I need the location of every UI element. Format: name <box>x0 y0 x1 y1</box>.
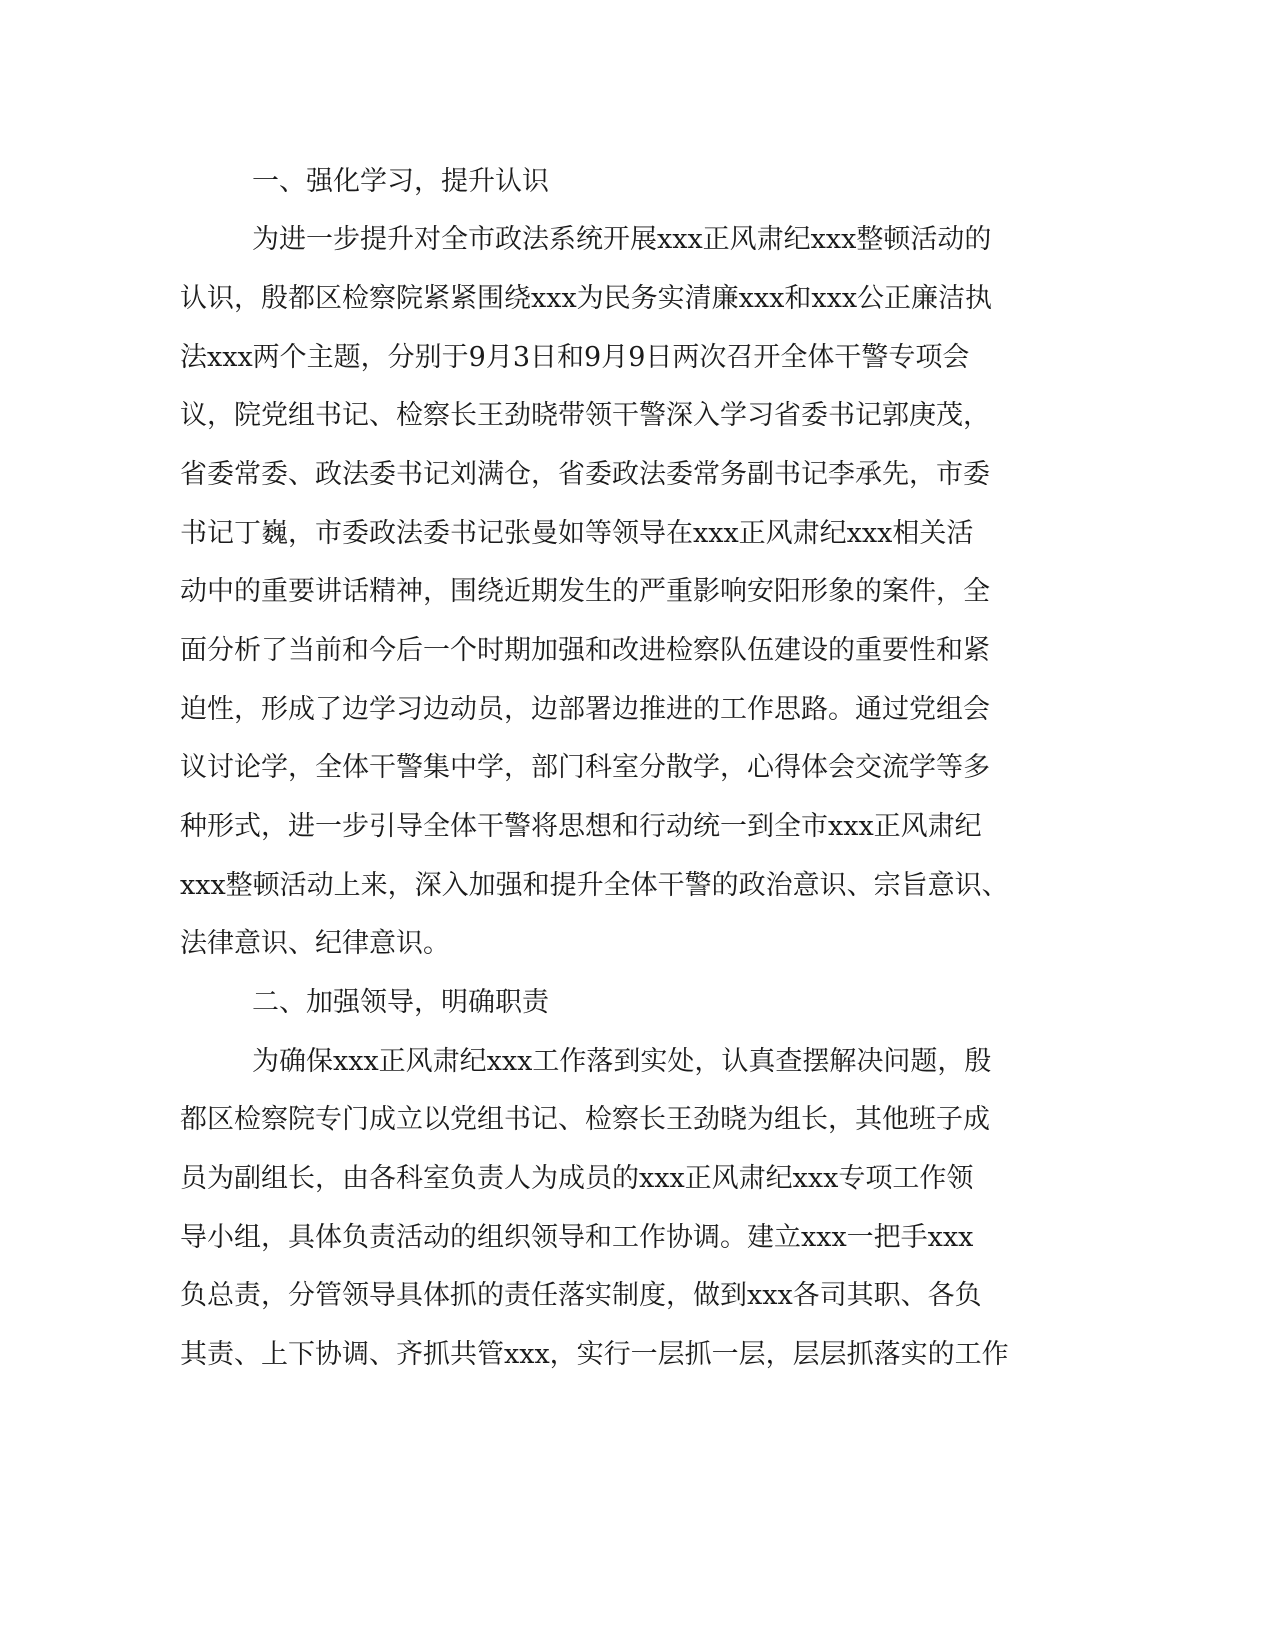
paragraph-1-line-7 <box>0 572 1275 612</box>
paragraph-1-line-6 <box>0 514 1275 554</box>
paragraph-1-line-5 <box>0 455 1275 495</box>
line-text: 其责、上下协调、齐抓共管xxx，实行一层抓一层，层层抓落实的工作 <box>180 1339 1009 1370</box>
line-text: 一、强化学习，提升认识 <box>252 166 549 197</box>
section-heading-1 <box>0 162 1275 202</box>
paragraph-1-line-2 <box>0 279 1275 319</box>
paragraph-1-line-8 <box>0 631 1275 671</box>
paragraph-1-line-13 <box>0 924 1275 964</box>
paragraph-2-line-2 <box>0 1100 1275 1140</box>
line-text: 动中的重要讲话精神，围绕近期发生的严重影响安阳形象的案件，全 <box>180 576 990 607</box>
line-text: 省委常委、政法委书记刘满仓，省委政法委常务副书记李承先，市委 <box>180 459 990 490</box>
paragraph-1-line-10 <box>0 748 1275 788</box>
paragraph-1-line-1 <box>0 220 1275 260</box>
line-text: 为确保xxx正风肃纪xxx工作落到实处，认真查摆解决问题，殷 <box>252 1046 992 1077</box>
paragraph-1-line-4 <box>0 396 1275 436</box>
paragraph-2-line-6 <box>0 1335 1275 1375</box>
line-text: 二、加强领导，明确职责 <box>252 987 549 1018</box>
line-text: xxx整顿活动上来，深入加强和提升全体干警的政治意识、宗旨意识、 <box>180 870 1009 901</box>
paragraph-1-line-3 <box>0 338 1275 378</box>
line-text: 为进一步提升对全市政法系统开展xxx正风肃纪xxx整顿活动的 <box>252 224 992 255</box>
line-text: 认识，殷都区检察院紧紧围绕xxx为民务实清廉xxx和xxx公正廉洁执 <box>180 283 993 314</box>
paragraph-2-line-3 <box>0 1159 1275 1199</box>
line-text: 议讨论学，全体干警集中学，部门科室分散学，心得体会交流学等多 <box>180 752 990 783</box>
line-text: 法xxx两个主题，分别于9月3日和9月9日两次召开全体干警专项会 <box>180 342 970 373</box>
line-text: 导小组，具体负责活动的组织领导和工作协调。建立xxx一把手xxx <box>180 1222 974 1253</box>
line-text: 员为副组长，由各科室负责人为成员的xxx正风肃纪xxx专项工作领 <box>180 1163 974 1194</box>
paragraph-2-line-4 <box>0 1218 1275 1258</box>
line-text: 议，院党组书记、检察长王劲晓带领干警深入学习省委书记郭庚茂， <box>180 400 990 431</box>
line-text: 书记丁巍，市委政法委书记张曼如等领导在xxx正风肃纪xxx相关活 <box>180 518 974 549</box>
paragraph-2-line-1 <box>0 1042 1275 1082</box>
line-text: 种形式，进一步引导全体干警将思想和行动统一到全市xxx正风肃纪 <box>180 811 982 842</box>
paragraph-2-line-5 <box>0 1276 1275 1316</box>
paragraph-1-line-11 <box>0 807 1275 847</box>
line-text: 面分析了当前和今后一个时期加强和改进检察队伍建设的重要性和紧 <box>180 635 990 666</box>
section-heading-2 <box>0 983 1275 1023</box>
line-text: 法律意识、纪律意识。 <box>180 928 450 959</box>
paragraph-1-line-12 <box>0 866 1275 906</box>
line-text: 负总责，分管领导具体抓的责任落实制度，做到xxx各司其职、各负 <box>180 1280 982 1311</box>
paragraph-1-line-9 <box>0 690 1275 730</box>
line-text: 迫性，形成了边学习边动员，边部署边推进的工作思路。通过党组会 <box>180 694 990 725</box>
line-text: 都区检察院专门成立以党组书记、检察长王劲晓为组长，其他班子成 <box>180 1104 990 1135</box>
